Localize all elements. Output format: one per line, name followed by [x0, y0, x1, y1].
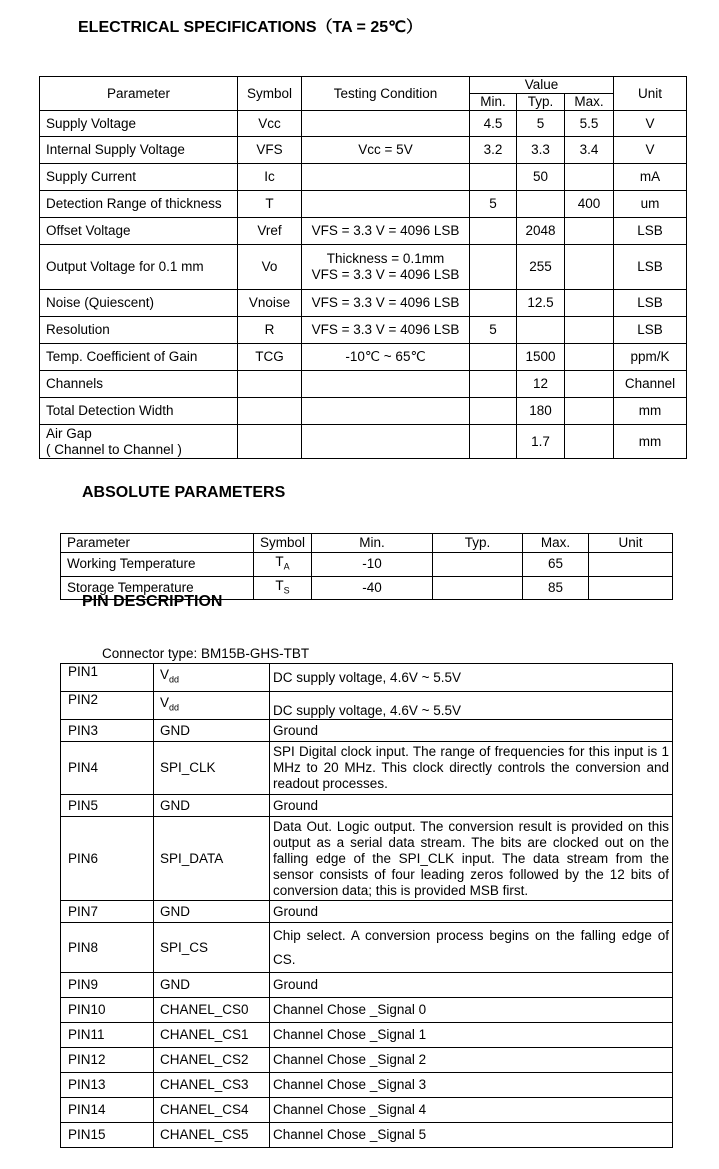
pin-symbol: SPI_CS: [154, 923, 270, 973]
cell-min: 5: [470, 191, 517, 218]
header-max: Max.: [565, 94, 614, 111]
pin-number: PIN8: [61, 923, 154, 973]
param-line: ( Channel to Channel ): [46, 441, 182, 457]
table-row: [40, 164, 687, 191]
pin-number: PIN7: [61, 901, 154, 923]
cell-param: Supply Current: [40, 164, 238, 191]
header-unit: Unit: [614, 77, 687, 111]
param-line: Air Gap: [46, 425, 92, 441]
pin-symbol: CHANEL_CS0: [154, 998, 270, 1023]
cell-condition: Vcc = 5V: [302, 137, 470, 164]
cell-param: Supply Voltage: [40, 111, 238, 137]
cell-unit: LSB: [614, 245, 687, 290]
cell-condition: [302, 371, 470, 398]
pin-number: PIN6: [61, 817, 154, 901]
cell-max: 3.4: [565, 137, 614, 164]
cell-max: [565, 344, 614, 371]
cell-param: Internal Supply Voltage: [40, 137, 238, 164]
table-row: [61, 795, 673, 817]
cell-typ: 3.3: [517, 137, 565, 164]
table-row: [61, 1073, 673, 1098]
cell-symbol: [254, 576, 312, 600]
connector-type: Connector type: BM15B-GHS-TBT: [102, 646, 310, 661]
pin-number: PIN3: [61, 720, 154, 742]
pin-symbol: [154, 692, 270, 720]
pin-number: PIN1: [61, 664, 154, 692]
cell-symbol: [254, 553, 312, 577]
table-row: [61, 923, 673, 973]
table-row: [61, 1098, 673, 1123]
electrical-spec-table: [39, 76, 687, 459]
cell-min: [470, 425, 517, 459]
table-row: [61, 553, 673, 577]
cell-unit: LSB: [614, 317, 687, 344]
pin-description: DC supply voltage, 4.6V ~ 5.5V: [270, 664, 673, 692]
header-parameter: Parameter: [40, 77, 238, 111]
cell-min: 5: [470, 317, 517, 344]
cell-condition: [302, 111, 470, 137]
cell-unit: [589, 576, 673, 600]
cell-max: [565, 398, 614, 425]
table-row: [61, 973, 673, 998]
symbol-sub: S: [283, 585, 290, 596]
pin-description: Channel Chose _Signal 4: [270, 1098, 673, 1123]
table-row: [40, 245, 687, 290]
table-row: [61, 720, 673, 742]
cell-condition: [302, 245, 470, 290]
table-row: [61, 742, 673, 795]
pin-symbol: SPI_CLK: [154, 742, 270, 795]
table-row: [40, 371, 687, 398]
cell-max: 85: [523, 576, 589, 600]
cell-unit: LSB: [614, 290, 687, 317]
table-row: [61, 998, 673, 1023]
cell-min: [470, 245, 517, 290]
absolute-title: ABSOLUTE PARAMETERS: [82, 484, 286, 501]
abs-header-min: Min.: [312, 534, 433, 553]
cell-typ: 2048: [517, 218, 565, 245]
pin-description: Channel Chose _Signal 0: [270, 998, 673, 1023]
condition-line: Thickness = 0.1mm: [326, 251, 445, 266]
cell-param: Temp. Coefficient of Gain: [40, 344, 238, 371]
pin-description: Channel Chose _Signal 3: [270, 1073, 673, 1098]
pin-description: Data Out. Logic output. The conversion result is provided on this output as a serial data stream. The bits are clocked out on the falling edge of the SPI_CLK input. The data stream from the sensor consists of four leading zeros followed by the 12 bits of conversion data; this is provided MSB first.: [270, 817, 673, 901]
cell-condition: [302, 191, 470, 218]
cell-typ: 255: [517, 245, 565, 290]
cell-max: [565, 317, 614, 344]
pin-symbol: GND: [154, 973, 270, 998]
pin-description: Chip select. A conversion process begins on the falling edge of CS.: [270, 923, 673, 973]
header-typ: Typ.: [517, 94, 565, 111]
cell-param: Detection Range of thickness: [40, 191, 238, 218]
cell-symbol: Vnoise: [238, 290, 302, 317]
pin-number: PIN5: [61, 795, 154, 817]
pin-number: PIN9: [61, 973, 154, 998]
table-row: [40, 425, 687, 459]
cell-param: Total Detection Width: [40, 398, 238, 425]
cell-min: -40: [312, 576, 433, 600]
pin-symbol: CHANEL_CS2: [154, 1048, 270, 1073]
symbol-main: T: [275, 577, 284, 593]
cell-typ: 5: [517, 111, 565, 137]
pin-description: Channel Chose _Signal 1: [270, 1023, 673, 1048]
pin-description: Ground: [270, 973, 673, 998]
pin-description: Ground: [270, 795, 673, 817]
table-row: [40, 317, 687, 344]
cell-typ: 180: [517, 398, 565, 425]
header-condition: Testing Condition: [302, 77, 470, 111]
cell-unit: mm: [614, 398, 687, 425]
cell-min: [470, 371, 517, 398]
cell-typ: 12.5: [517, 290, 565, 317]
pin-description: Channel Chose _Signal 2: [270, 1048, 673, 1073]
symbol-sub: A: [283, 561, 290, 572]
cell-param: [40, 425, 238, 459]
cell-symbol: R: [238, 317, 302, 344]
cell-max: [565, 164, 614, 191]
cell-unit: um: [614, 191, 687, 218]
cell-symbol: Ic: [238, 164, 302, 191]
cell-symbol: T: [238, 191, 302, 218]
page-title: ELECTRICAL SPECIFICATIONS（TA = 25℃）: [78, 19, 423, 36]
cell-max: 5.5: [565, 111, 614, 137]
cell-param: Working Temperature: [61, 553, 254, 577]
table-row: [40, 191, 687, 218]
cell-unit: ppm/K: [614, 344, 687, 371]
pin-number: PIN13: [61, 1073, 154, 1098]
pin-symbol: CHANEL_CS4: [154, 1098, 270, 1123]
cell-min: 3.2: [470, 137, 517, 164]
table-row: [40, 111, 687, 137]
cell-typ: 1.7: [517, 425, 565, 459]
pin-symbol: GND: [154, 901, 270, 923]
pin-number: PIN10: [61, 998, 154, 1023]
cell-unit: [589, 553, 673, 577]
symbol-sub: dd: [169, 702, 180, 713]
pin-description: Ground: [270, 720, 673, 742]
cell-symbol: Vo: [238, 245, 302, 290]
pin-number: PIN14: [61, 1098, 154, 1123]
header-value: Value: [470, 77, 614, 94]
cell-unit: V: [614, 137, 687, 164]
table-row: [40, 344, 687, 371]
cell-condition: -10℃ ~ 65℃: [302, 344, 470, 371]
pin-description: DC supply voltage, 4.6V ~ 5.5V: [270, 692, 673, 720]
condition-line: VFS = 3.3 V = 4096 LSB: [311, 267, 460, 282]
cell-typ: 50: [517, 164, 565, 191]
abs-header-max: Max.: [523, 534, 589, 553]
cell-symbol: Vref: [238, 218, 302, 245]
table-row: [61, 1023, 673, 1048]
pin-description: Channel Chose _Signal 5: [270, 1123, 673, 1148]
abs-header-symbol: Symbol: [254, 534, 312, 553]
cell-min: [470, 164, 517, 191]
cell-min: [470, 218, 517, 245]
cell-symbol: Vcc: [238, 111, 302, 137]
cell-condition: [302, 425, 470, 459]
cell-min: 4.5: [470, 111, 517, 137]
cell-min: [470, 290, 517, 317]
cell-param: Channels: [40, 371, 238, 398]
cell-max: [565, 245, 614, 290]
cell-symbol: VFS: [238, 137, 302, 164]
cell-typ: 12: [517, 371, 565, 398]
symbol-main: T: [275, 554, 284, 569]
cell-min: [470, 398, 517, 425]
cell-param: Noise (Quiescent): [40, 290, 238, 317]
pin-symbol: SPI_DATA: [154, 817, 270, 901]
cell-unit: LSB: [614, 218, 687, 245]
table-row: [61, 901, 673, 923]
table-row: [61, 1048, 673, 1073]
header-min: Min.: [470, 94, 517, 111]
table-row: [61, 817, 673, 901]
table-row: [61, 664, 673, 692]
cell-condition: [302, 164, 470, 191]
cell-unit: mA: [614, 164, 687, 191]
cell-typ: [517, 191, 565, 218]
cell-param: Resolution: [40, 317, 238, 344]
pin-symbol: CHANEL_CS5: [154, 1123, 270, 1148]
header-symbol: Symbol: [238, 77, 302, 111]
abs-header-unit: Unit: [589, 534, 673, 553]
pin-number: PIN11: [61, 1023, 154, 1048]
cell-max: [565, 218, 614, 245]
table-row: [40, 218, 687, 245]
cell-max: 400: [565, 191, 614, 218]
cell-max: [565, 290, 614, 317]
cell-condition: VFS = 3.3 V = 4096 LSB: [302, 218, 470, 245]
cell-param: Offset Voltage: [40, 218, 238, 245]
cell-typ: 1500: [517, 344, 565, 371]
cell-max: 65: [523, 553, 589, 577]
cell-symbol: [238, 371, 302, 398]
cell-symbol: [238, 398, 302, 425]
cell-condition: VFS = 3.3 V = 4096 LSB: [302, 317, 470, 344]
pin-title: PIN DESCRIPTION: [82, 593, 223, 610]
cell-max: [565, 371, 614, 398]
cell-typ: [433, 553, 523, 577]
cell-param: Storage Temperature: [61, 576, 254, 600]
pin-description-table: [60, 663, 673, 1148]
cell-min: [470, 344, 517, 371]
pin-symbol: GND: [154, 795, 270, 817]
abs-header-typ: Typ.: [433, 534, 523, 553]
pin-description: Ground: [270, 901, 673, 923]
pin-number: PIN12: [61, 1048, 154, 1073]
table-row: [40, 137, 687, 164]
pin-number: PIN15: [61, 1123, 154, 1148]
cell-condition: VFS = 3.3 V = 4096 LSB: [302, 290, 470, 317]
table-row: [40, 398, 687, 425]
absolute-parameters-table: [60, 533, 673, 600]
pin-symbol: GND: [154, 720, 270, 742]
pin-symbol: CHANEL_CS3: [154, 1073, 270, 1098]
cell-param: Output Voltage for 0.1 mm: [40, 245, 238, 290]
table-row: [61, 1123, 673, 1148]
symbol-main: V: [160, 667, 170, 683]
table-row: [61, 692, 673, 720]
pin-description: SPI Digital clock input. The range of frequencies for this input is 1 MHz to 20 MHz. This clock directly controls the conversion and readout processes.: [270, 742, 673, 795]
cell-typ: [517, 317, 565, 344]
cell-condition: [302, 398, 470, 425]
pin-symbol: [154, 664, 270, 692]
pin-symbol: CHANEL_CS1: [154, 1023, 270, 1048]
cell-symbol: [238, 425, 302, 459]
symbol-sub: dd: [169, 674, 180, 685]
cell-unit: mm: [614, 425, 687, 459]
symbol-main: V: [160, 695, 170, 711]
table-row: [40, 290, 687, 317]
cell-typ: [433, 576, 523, 600]
pin-number: PIN4: [61, 742, 154, 795]
cell-unit: Channel: [614, 371, 687, 398]
cell-max: [565, 425, 614, 459]
cell-unit: V: [614, 111, 687, 137]
cell-symbol: TCG: [238, 344, 302, 371]
abs-header-parameter: Parameter: [61, 534, 254, 553]
pin-number: PIN2: [61, 692, 154, 720]
cell-min: -10: [312, 553, 433, 577]
